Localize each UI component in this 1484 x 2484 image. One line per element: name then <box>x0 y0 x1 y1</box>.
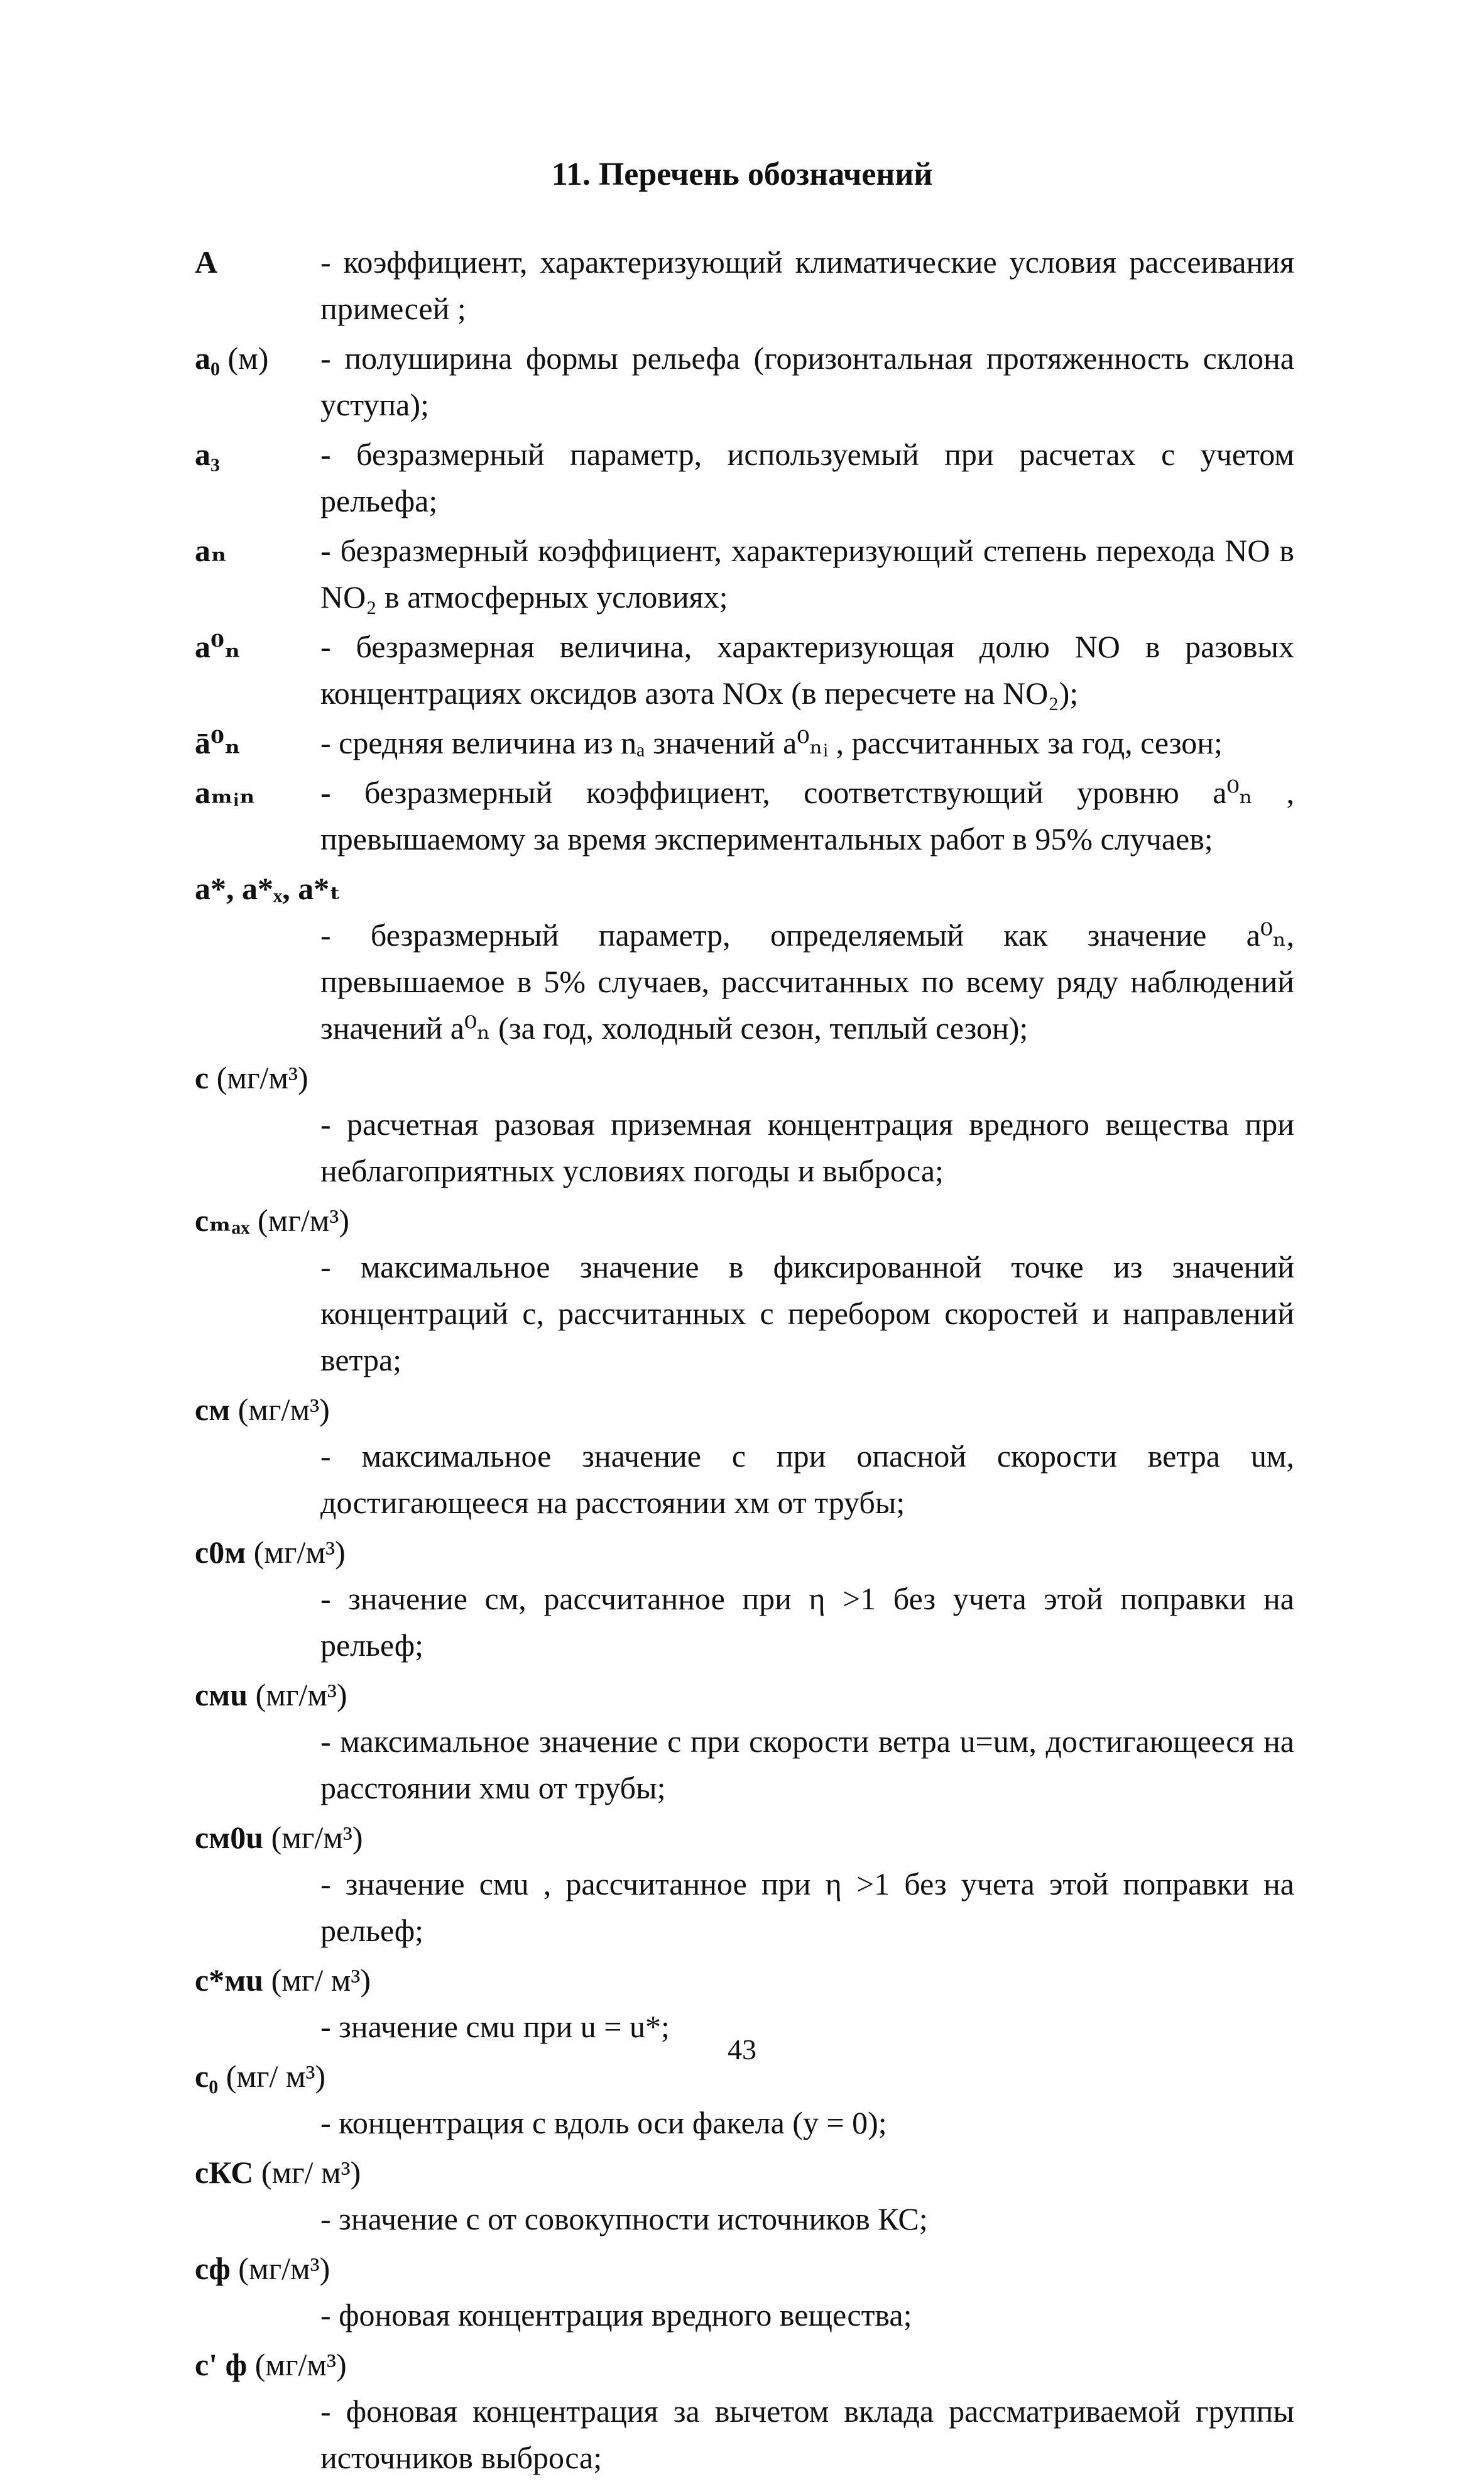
notation-symbol: c <box>195 1060 209 1095</box>
notation-description: - безразмерный параметр, используемый при расчетах с учетом рельефа; <box>320 437 1294 518</box>
notation-description: - безразмерный параметр, определяемый как значение a⁰ₙ, превышаемое в 5% случаев, рассчитанных по всему ряду наблюдений значений a⁰ₙ (за год, холодный сезон, теплый сезон); <box>320 917 1294 1046</box>
notation-entry <box>195 1386 1294 1526</box>
notation-description: - безразмерный коэффициент, соответствующий уровню a⁰ₙ , превышаемому за время экспериментальных работ в 95% случаев; <box>320 775 1294 856</box>
notation-description: - концентрация c вдоль оси факела (y = 0); <box>320 2105 887 2140</box>
notation-entry <box>195 2149 1294 2242</box>
notation-unit: (мг/ м³) <box>271 1962 371 1998</box>
notation-symbol: c' ф <box>195 2347 248 2382</box>
notation-entry <box>195 769 1294 862</box>
notation-entry <box>195 239 1294 332</box>
notation-description: - средняя величина из nₐ значений a⁰ₙᵢ , рассчитанных за год, сезон; <box>320 725 1223 760</box>
notation-description: - максимальное значение c при скорости ветра u=uм, достигающееся на расстоянии xмu от трубы; <box>320 1724 1294 1805</box>
notation-symbol: A <box>195 244 218 280</box>
notation-unit: (мг/м³) <box>216 1060 308 1095</box>
notation-unit: (мг/м³) <box>258 1203 350 1238</box>
notation-description: - полуширина формы рельефа (горизонтальная протяженность склона уступа); <box>320 341 1294 422</box>
notation-symbol: aₘᵢₙ <box>195 775 256 810</box>
notation-symbol: cм <box>195 1392 231 1427</box>
notation-description: - значение cмu при u = u*; <box>320 2009 670 2044</box>
notation-symbol: a⁰ₙ <box>195 629 241 664</box>
notation-description: - коэффициент, характеризующий климатические условия рассеивания примесей ; <box>320 244 1294 326</box>
notation-list <box>195 239 1294 2484</box>
notation-symbol: cмu <box>195 1677 248 1712</box>
notation-symbol: ā⁰ₙ <box>195 725 241 760</box>
notation-description: - расчетная разовая приземная концентрация вредного вещества при неблагоприятных условиях погоды и выброса; <box>320 1107 1294 1188</box>
notation-entry <box>195 1672 1294 1811</box>
notation-unit: (мг/м³) <box>254 2347 347 2382</box>
notation-unit: (мг/ м³) <box>261 2155 361 2190</box>
notation-description: - фоновая концентрация за вычетом вклада рассматриваемой группы источников выброса; <box>320 2394 1294 2475</box>
notation-entry <box>195 623 1294 716</box>
notation-unit: (м) <box>227 341 269 376</box>
notation-description: - значение cмu , рассчитанное при η >1 без учета этой поправки на рельеф; <box>320 1866 1294 1948</box>
notation-unit: (мг/м³) <box>255 1677 347 1712</box>
notation-symbol: cм0u <box>195 1820 264 1855</box>
notation-symbol: c₀ <box>195 2059 219 2094</box>
notation-description: - максимальное значение c при опасной скорости ветра uм, достигающееся на расстоянии xм от трубы; <box>320 1438 1294 1520</box>
notation-entry <box>195 431 1294 524</box>
notation-entry <box>195 1814 1294 1954</box>
notation-description: - значение cм, рассчитанное при η >1 без учета этой поправки на рельеф; <box>320 1581 1294 1663</box>
notation-description: - безразмерный коэффициент, характеризующий степень перехода NO в NO₂ в атмосферных условиях; <box>320 533 1294 615</box>
notation-entry <box>195 1529 1294 1668</box>
notation-entry <box>195 335 1294 428</box>
notation-symbol: c*мu <box>195 1962 264 1998</box>
notation-entry <box>195 2053 1294 2146</box>
notation-unit: (мг/м³) <box>237 1392 330 1427</box>
notation-symbol: a*, a*ₓ, a*ₜ <box>195 871 341 906</box>
notation-entry <box>195 719 1294 766</box>
notation-entry <box>195 2245 1294 2338</box>
notation-symbol: c0м <box>195 1535 246 1570</box>
notation-symbol: cф <box>195 2251 231 2286</box>
notation-unit: (мг/м³) <box>253 1535 346 1570</box>
notation-entry <box>195 1197 1294 1383</box>
notation-symbol: cₘₐₓ <box>195 1203 250 1238</box>
notation-entry <box>195 2341 1294 2481</box>
notation-symbol: a₃ <box>195 437 220 472</box>
notation-entry <box>195 865 1294 1051</box>
notation-symbol: a₀ (м) <box>195 341 269 376</box>
notation-symbol: cКС <box>195 2155 254 2190</box>
notation-description: - фоновая концентрация вредного вещества; <box>320 2297 912 2333</box>
notation-unit: (мг/ м³) <box>226 2059 326 2094</box>
notation-description: - безразмерная величина, характеризующая долю NO в разовых концентрациях оксидов азота NOx (в пересчете на NO₂); <box>320 629 1294 711</box>
notation-symbol: aₙ <box>195 533 227 568</box>
notation-entry <box>195 1054 1294 1194</box>
notation-entry <box>195 527 1294 620</box>
notation-description: - максимальное значение в фиксированной точке из значений концентраций c, рассчитанных с перебором скоростей и направлений ветра; <box>320 1249 1294 1377</box>
notation-unit: (мг/м³) <box>238 2251 330 2286</box>
notation-description: - значение c от совокупности источников КС; <box>320 2201 928 2236</box>
page-title: 11. Перечень обозначений <box>551 156 933 192</box>
notation-unit: (мг/м³) <box>271 1820 363 1855</box>
page-number: 43 <box>728 2033 756 2065</box>
